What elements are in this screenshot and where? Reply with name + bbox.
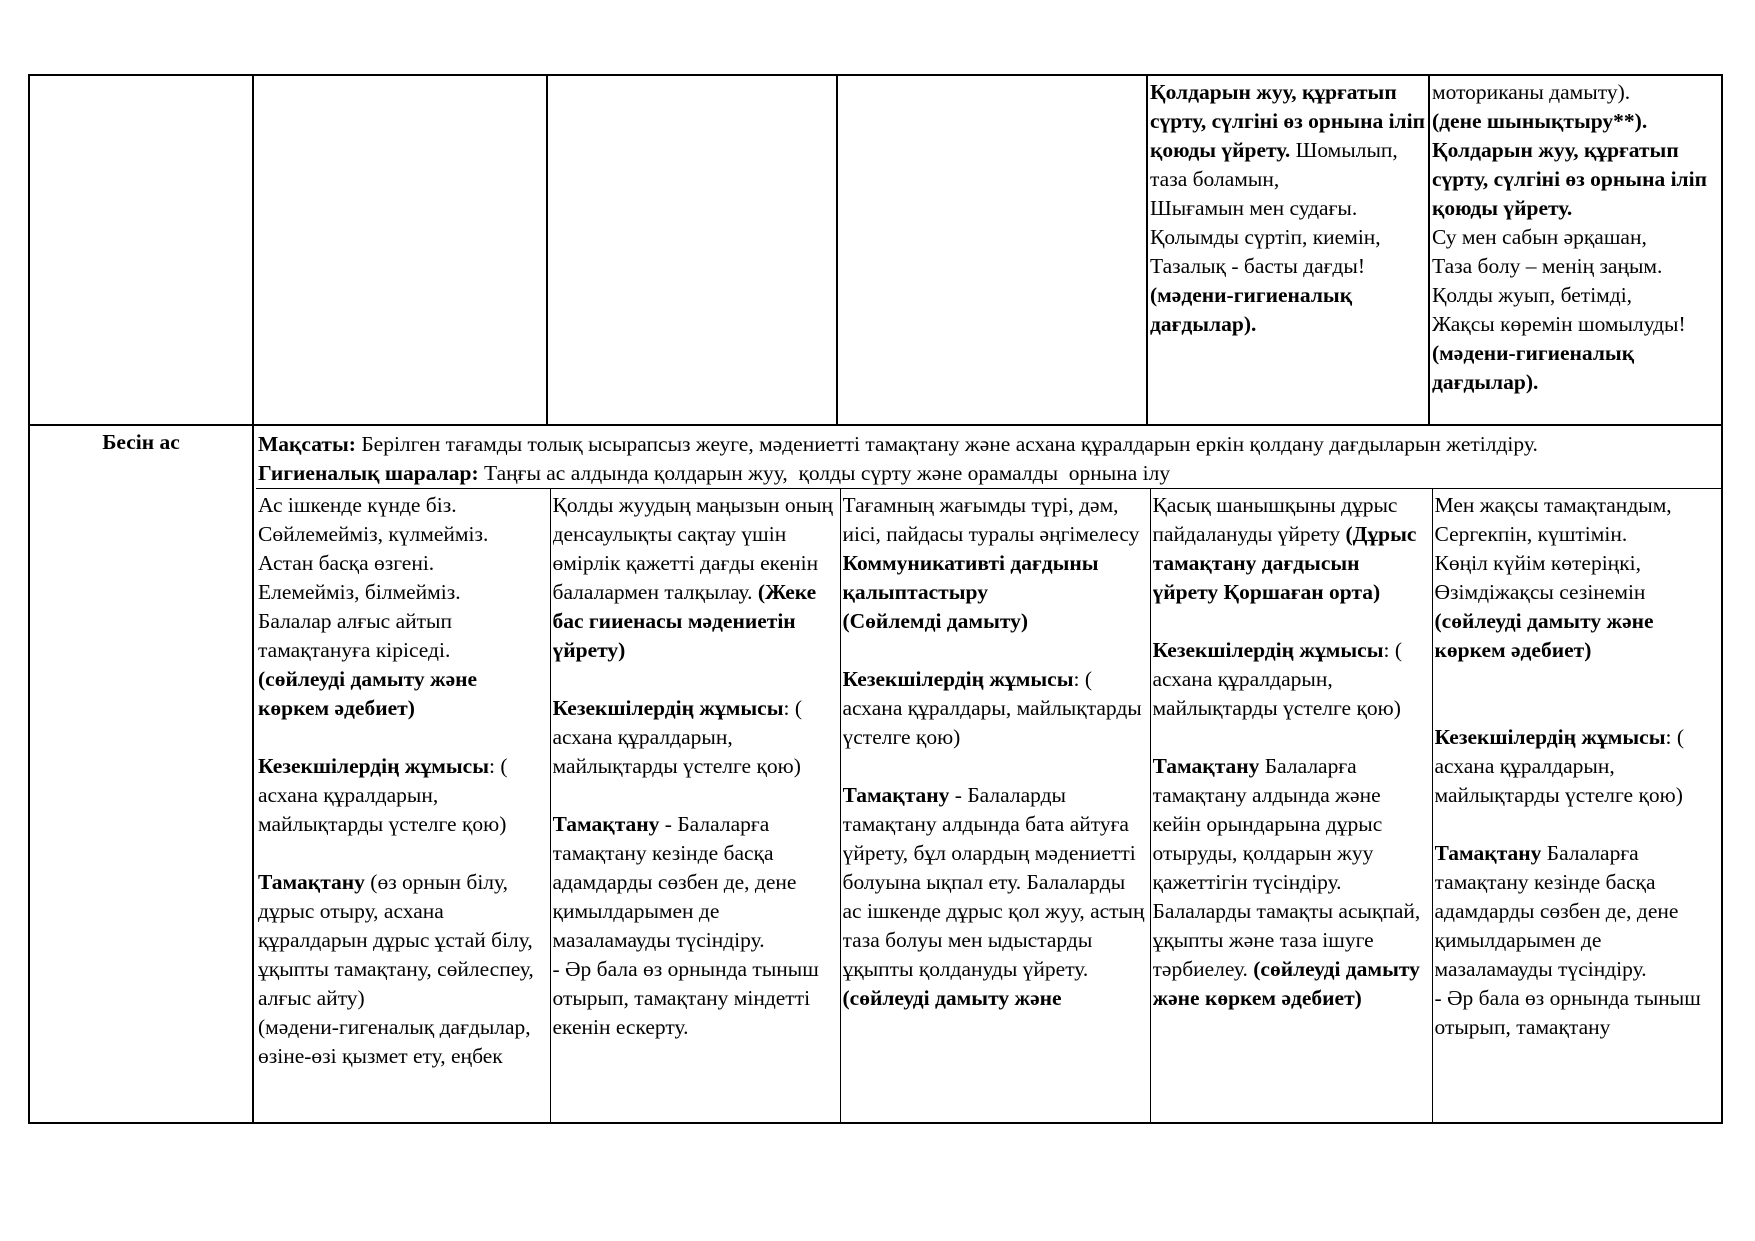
bold-text-run: Қолдарын жуу, құрғатып сүрту, сүлгіні өз орнына іліп қоюды үйрету.	[1150, 80, 1425, 162]
bold-text-run: Кезекшілердің жұмысы	[258, 754, 489, 778]
section-label: Бесін ас	[29, 425, 253, 1123]
text-run: - Балаларды тамақтану алдында бата айтуға үйрету, бұл олардың мәдениетті болуына ықпал ету. Балаларды ас ішкенде дұрыс қол жуу, астың таза болуы мен ыдыстарды ұқыпты қолдануды үйрету.	[842, 783, 1145, 981]
day-text-monday	[258, 491, 548, 1122]
text-run: Шомылып, таза боламын, Шығамын мен судағы. Қолымды сүртіп, киемін, Тазалық - басты дағды!	[1150, 138, 1398, 278]
text-run: Тағамның жағымды түрі, дәм, иісі, пайдасы туралы әңгімелесу	[842, 493, 1140, 546]
bold-text-run: Тамақтану	[552, 812, 660, 836]
bold-text-run: (сөйлеуді дамыту және көркем әдебиет)	[258, 667, 478, 720]
text-run: (өз орнын білу, дұрыс отыру, асхана құралдарын дұрыс ұстай білу, ұқыпты тамақтану, сөйлеспеу, алғыс айту) (мәдени-гигеналық дағдылар, өзіне-өзі қызмет ету, еңбек	[258, 870, 534, 1068]
text-run: Су мен сабын әрқашан, Таза болу – менің заңым. Қолды жуып, бетімді, Жақсы көремін шомылуды!	[1432, 225, 1686, 336]
text-run: Ас ішкенде күнде біз. Сөйлемейміз, күлмейміз. Астан басқа өзгені. Елемейміз, білмейміз. Балалар алғыс айтып тамақтануға кіріседі.	[258, 493, 489, 662]
afternoon-meal-content	[253, 425, 1722, 1123]
text-run: : ( асхана құралдарын, майлықтарды үстелге қою)	[1152, 638, 1403, 720]
day-cell-monday	[256, 489, 550, 1123]
bold-text-run: Кезекшілердің жұмысы	[1152, 638, 1384, 662]
bold-text-run: Тамақтану	[842, 783, 950, 807]
bold-text-run: (мәдени-гигиеналық дағдылар).	[1432, 341, 1635, 394]
text-run: моториканы дамыту).	[1432, 80, 1631, 104]
empty-cell-monday	[253, 75, 547, 425]
text-run: Мен жақсы тамақтандым, Сергекпін, күштімін. Көңіл күйім көтеріңкі, Өзімдіжақсы сезінемін	[1434, 493, 1672, 604]
text-run: Балаларға тамақтану алдында және кейін орындарына дұрыс отыруды, қолдарын жуу қажеттігін түсіндіру. Балаларды тамақты асықпай, ұқыпты және таза ішуге тәрбиелеу.	[1152, 754, 1421, 981]
hygiene-text-friday	[1432, 78, 1719, 424]
hygiene-cell-friday	[1429, 75, 1722, 425]
text-run: - Балаларға тамақтану кезінде басқа адамдарды сөзбен де, дене қимылдарымен де мазаламауды түсіндіру. - Әр бала өз орнында тыныш отырып, тамақтану міндетті екенін ескерту.	[552, 812, 819, 1039]
bold-text-run: (Жеке бас гииенасы мәдениетін үйрету)	[552, 580, 817, 662]
text-run: Балаларға тамақтану кезінде басқа адамдарды сөзбен де, дене қимылдарымен де мазаламауды түсіндіру. - Әр бала өз орнында тыныш отырып, тамақтану	[1434, 841, 1701, 1039]
text-run: : ( асхана құралдары, майлықтарды үстелге қою)	[842, 667, 1142, 749]
goal-label: Мақсаты:	[258, 432, 356, 456]
bold-text-run: (сөйлеуді дамыту және көркем әдебиет)	[1434, 609, 1654, 662]
day-cell-wednesday	[840, 489, 1150, 1123]
hygiene-text: Таңғы ас алдында қолдарын жуу, қолды сүрту және орамалды орнына ілу	[478, 461, 1171, 485]
hygiene-text-thursday	[1150, 78, 1426, 424]
text-run: Қасық шанышқыны дұрыс пайдалануды үйрету	[1152, 493, 1398, 546]
bold-text-run: Тамақтану	[1152, 754, 1260, 778]
day-text-tuesday	[553, 491, 838, 1122]
text-run: : ( асхана құралдарын, майлықтарды үстелге қою)	[1434, 725, 1685, 807]
empty-cell-label	[29, 75, 253, 425]
days-table	[256, 488, 1722, 1122]
bold-text-run: (дене шынықтыру**). Қолдарын жуу, құрғатып сүрту, сүлгіні өз орнына іліп қоюды үйрету.	[1432, 109, 1707, 220]
day-text-thursday	[1153, 491, 1430, 1122]
bold-text-run: (сөйлеуді дамыту және көркем әдебиет)	[1152, 957, 1420, 1010]
day-cell-thursday	[1150, 489, 1432, 1123]
day-cell-tuesday	[550, 489, 840, 1123]
bold-text-run: Тамақтану	[258, 870, 365, 894]
day-cell-friday	[1432, 489, 1722, 1123]
day-text-friday	[1435, 491, 1723, 1122]
table-row-afternoon-meal	[29, 425, 1722, 1123]
goal-text: Берілген тағамды толық ысырапсыз жеуге, мәдениетті тамақтану және асхана құралдарын еркін қолдану дағдыларын жетілдіру.	[355, 432, 1538, 456]
goal-block	[256, 428, 1719, 488]
text-run: : ( асхана құралдарын, майлықтарды үстелге қою)	[552, 696, 803, 778]
bold-text-run: Тамақтану	[1434, 841, 1542, 865]
text-run: Қолды жуудың маңызын оның денсаулықты сақтау үшін өмірлік қажетті дағды екенін балалармен талқылау.	[552, 493, 834, 604]
hygiene-cell-thursday	[1147, 75, 1429, 425]
bold-text-run: (сөйлеуді дамыту және	[842, 986, 1062, 1010]
hygiene-label: Гигиеналық шаралар:	[258, 461, 479, 485]
table-row-top	[29, 75, 1722, 425]
bold-text-run: Коммуникативті дағдыны қалыптастыру (Сөйлемді дамыту)	[842, 551, 1099, 633]
bold-text-run: (Дұрыс тамақтану дағдысын үйрету Қоршаған орта)	[1152, 522, 1417, 604]
empty-cell-tuesday	[547, 75, 837, 425]
bold-text-run: Кезекшілердің жұмысы	[552, 696, 784, 720]
text-run: : ( асхана құралдарын, майлықтарды үстелге қою)	[258, 754, 508, 836]
schedule-table	[28, 74, 1723, 1124]
day-text-wednesday	[843, 491, 1148, 1122]
bold-text-run: Кезекшілердің жұмысы	[842, 667, 1074, 691]
bold-text-run: Кезекшілердің жұмысы	[1434, 725, 1666, 749]
empty-cell-wednesday	[837, 75, 1147, 425]
bold-text-run: (мәдени-гигиеналық дағдылар).	[1150, 283, 1353, 336]
